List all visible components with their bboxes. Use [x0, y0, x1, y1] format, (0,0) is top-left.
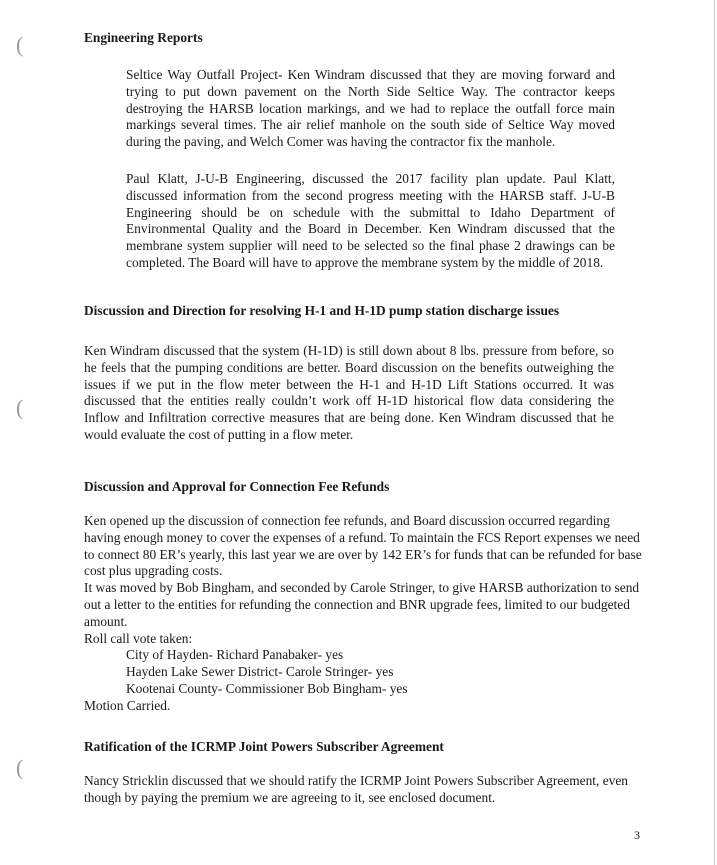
- binder-mark-top: (: [16, 32, 24, 57]
- motion-result: Motion Carried.: [84, 697, 171, 713]
- vote-line: City of Hayden- Richard Panabaker- yes: [126, 647, 344, 663]
- vote-line: Hayden Lake Sewer District- Carole Stringer- yes: [126, 664, 394, 680]
- pump-station-paragraph: Ken Windram discussed that the system (H-1D) is still down about 8 lbs. pressure from before, so he feels that the pumping conditions are better. Board discussion on the benefits outweighing the issues if we put in the flow meter between the H-1 and H-1D Lift Stations occurred. It was discussed that the entities really couldn’t work off H-1D historical flow data considering the Inflow and Infiltration corrective measures that are being done. Ken Windram discussed that he would evaluate the cost of putting in a flow meter.: [84, 343, 614, 442]
- connection-fee-block: [84, 513, 644, 715]
- page-number: 3: [634, 828, 640, 842]
- icrmp-paragraph: Nancy Stricklin discussed that we should ratify the ICRMP Joint Powers Subscriber Agreement, even though by paying the premium we are agreeing to it, see enclosed document.: [84, 773, 628, 805]
- section-heading-engineering-reports: Engineering Reports: [84, 30, 203, 45]
- connection-fee-paragraph: Ken opened up the discussion of connection fee refunds, and Board discussion occurred regarding having enough money to cover the expenses of a refund. To maintain the FCS Report expenses we need to connect 80 ER’s yearly, this last year we are over by 142 ER’s for funds that can be refunded for base cost plus upgrading costs.: [84, 513, 642, 579]
- binder-mark-bottom: (: [16, 755, 24, 780]
- page-edge: [714, 0, 715, 865]
- vote-line: Kootenai County- Commissioner Bob Bingham- yes: [126, 680, 408, 696]
- section-heading-icrmp: Ratification of the ICRMP Joint Powers Subscriber Agreement: [84, 739, 444, 754]
- roll-call-label: Roll call vote taken:: [84, 630, 193, 646]
- motion-paragraph: It was moved by Bob Bingham, and seconded by Carole Stringer, to give HARSB authorization to send out a letter to the entities for refunding the connection and BNR upgrade fees, limited to our budgeted amount.: [84, 580, 640, 629]
- binder-mark-middle: (: [16, 395, 24, 420]
- section-heading-pump-station: Discussion and Direction for resolving H-1 and H-1D pump station discharge issues: [84, 303, 560, 318]
- engineering-paragraph-facility-plan: Paul Klatt, J-U-B Engineering, discussed the 2017 facility plan update. Paul Klatt, discussed information from the second progress meeting with the HARSB staff. J-U-B Engineering should be on schedule with the submittal to Idaho Department of Environmental Quality and the Board in December. Ken Windram discussed that the membrane system supplier will need to be selected so the final phase 2 drawings can be completed. The Board will have to approve the membrane system by the middle of 2018.: [126, 171, 615, 270]
- section-heading-connection-fees: Discussion and Approval for Connection Fee Refunds: [84, 479, 390, 494]
- engineering-paragraph-outfall: Seltice Way Outfall Project- Ken Windram discussed that they are moving forward and trying to put down pavement on the North Side Seltice Way. The contractor keeps destroying the HARSB location markings, and we had to replace the outfall force main markings several times. The air relief manhole on the south side of Seltice Way moved during the paving, and Welch Comer was having the contractor fix the manhole.: [126, 67, 615, 150]
